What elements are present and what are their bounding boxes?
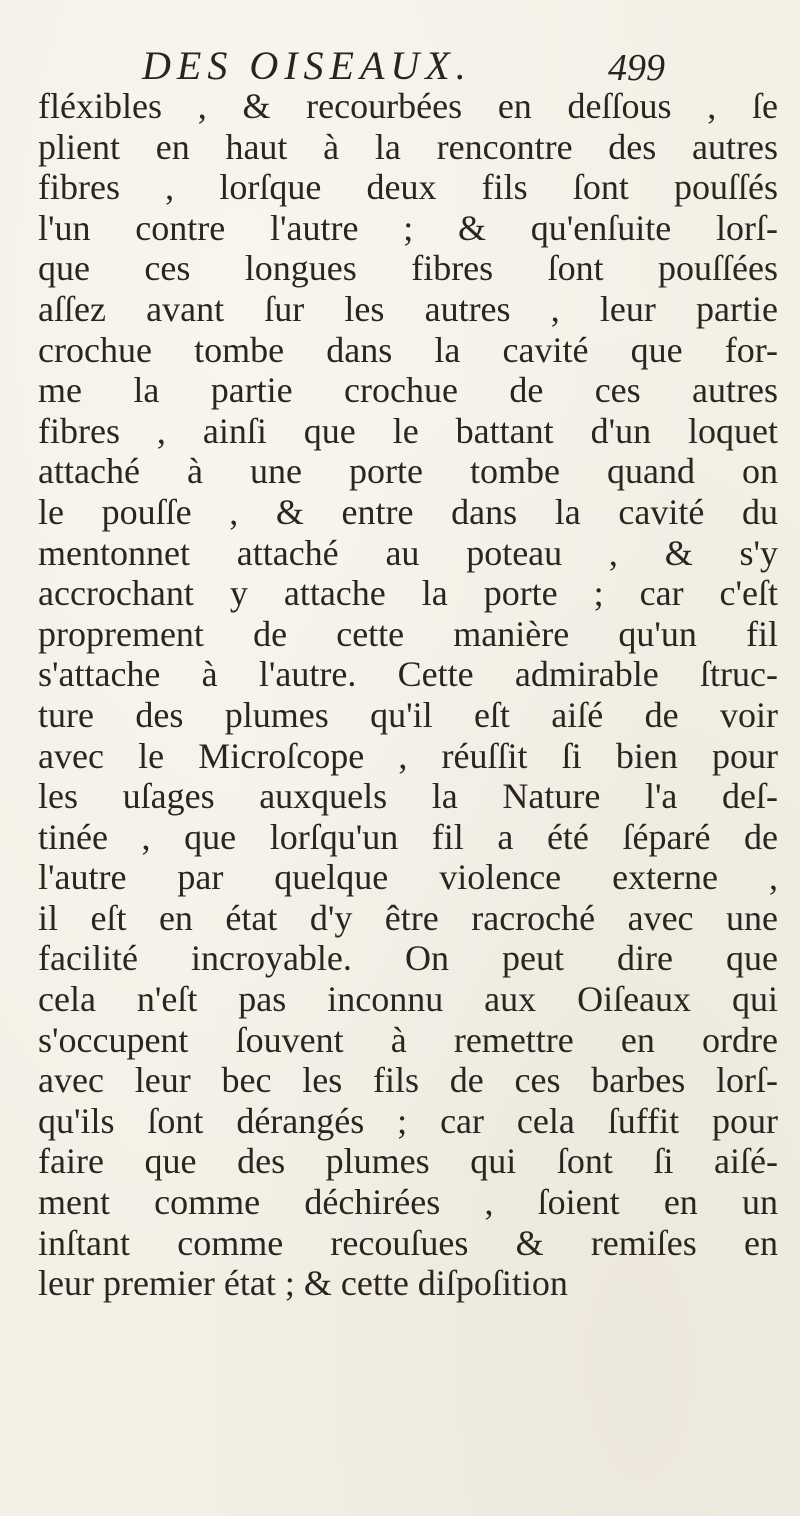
text-line: les uſages auxquels la Nature l'a deſ- bbox=[38, 776, 778, 817]
text-line: attaché à une porte tombe quand on bbox=[38, 451, 778, 492]
text-line: proprement de cette manière qu'un fil bbox=[38, 613, 778, 654]
running-title: DES OISEAUX. bbox=[142, 43, 472, 88]
text-line: cela n'eſt pas inconnu aux Oiſeaux qui bbox=[38, 979, 778, 1020]
text-line: fibres , lorſque deux fils ſont pouſſés bbox=[38, 167, 778, 208]
text-line: facilité incroyable. On peut dire que bbox=[38, 938, 778, 979]
body-text bbox=[38, 86, 778, 1304]
text-line: accrochant y attache la porte ; car c'eſt bbox=[38, 573, 778, 614]
text-line: ture des plumes qu'il eſt aiſé de voir bbox=[38, 694, 778, 735]
text-line: l'autre par quelque violence externe , bbox=[38, 857, 778, 898]
text-line: avec leur bec les fils de ces barbes lorſ- bbox=[38, 1060, 778, 1101]
text-line: s'attache à l'autre. Cette admirable ſtruc- bbox=[38, 654, 778, 695]
text-line: fibres , ainſi que le battant d'un loquet bbox=[38, 410, 778, 451]
text-line: l'un contre l'autre ; & qu'enſuite lorſ- bbox=[38, 207, 778, 248]
text-line: plient en haut à la rencontre des autres bbox=[38, 126, 778, 167]
text-line: qu'ils ſont dérangés ; car cela ſuffit pour bbox=[38, 1100, 778, 1141]
text-line: me la partie crochue de ces autres bbox=[38, 370, 778, 411]
text-line: avec le Microſcope , réuſſit ſi bien pour bbox=[38, 735, 778, 776]
text-line: il eſt en état d'y être racroché avec une bbox=[38, 897, 778, 938]
text-line: que ces longues fibres ſont pouſſées bbox=[38, 248, 778, 289]
text-line: mentonnet attaché au poteau , & s'y bbox=[38, 532, 778, 573]
text-line: aſſez avant ſur les autres , leur partie bbox=[38, 288, 778, 329]
text-line: tinée , que lorſqu'un fil a été ſéparé de bbox=[38, 816, 778, 857]
text-line: crochue tombe dans la cavité que for- bbox=[38, 329, 778, 370]
text-line: inſtant comme recouſues & remiſes en bbox=[38, 1222, 778, 1263]
text-line: faire que des plumes qui ſont ſi aiſé- bbox=[38, 1141, 778, 1182]
text-line: fléxibles , & recourbées en deſſous , ſe bbox=[38, 86, 778, 126]
page-number: 499 bbox=[608, 47, 665, 89]
text-line: le pouſſe , & entre dans la cavité du bbox=[38, 491, 778, 532]
text-line: ment comme déchirées , ſoient en un bbox=[38, 1182, 778, 1223]
text-line: s'occupent ſouvent à remettre en ordre bbox=[38, 1019, 778, 1060]
text-line: leur premier état ; & cette diſpoſition bbox=[38, 1263, 568, 1304]
